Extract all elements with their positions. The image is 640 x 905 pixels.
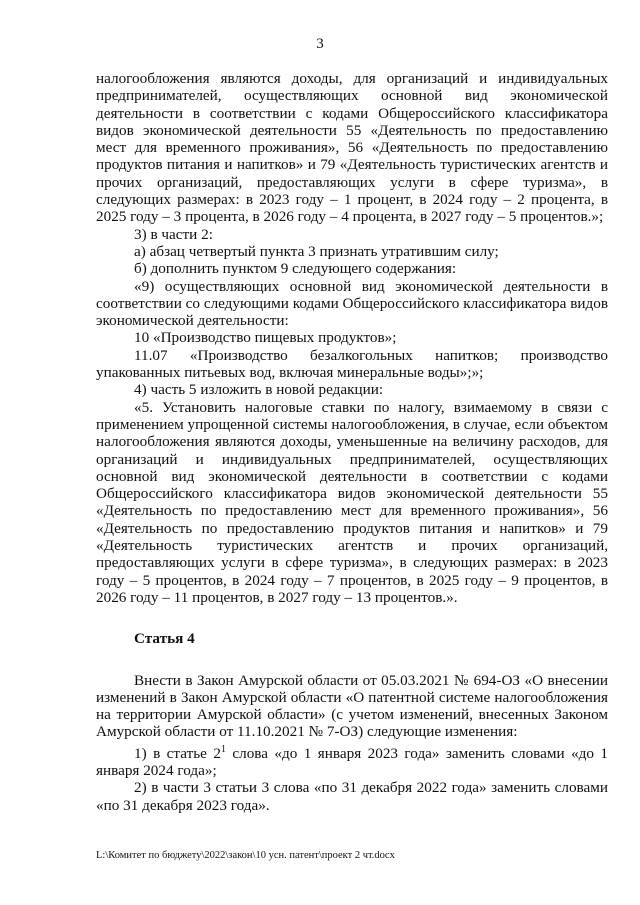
article-4-item-2: 2) в части 3 статьи 3 слова «по 31 декабря 2022 года» заменить словами «по 31 декабря 2023 года». bbox=[96, 779, 608, 814]
page-number: 3 bbox=[316, 36, 324, 52]
paragraph-part-5: «5. Установить налоговые ставки по налогу, взимаемому в связи с применением упрощенной системы налогообложения, в случае, если объектом налогообложения являются доходы, уменьшенные на величину расходов, для организаций и индивидуальных предпринимателей, осуществляющих основной вид экономической деятельности в соответствии с кодами Общероссийского классификатора видов экономической деятельности 55 «Деятельность по предоставлению мест для временного проживания», 56 «Деятельность по предоставлению продуктов питания и напитков» и 79 «Деятельность туристических агентств и прочих организаций, предоставляющих услуги в сфере туризма», в следующих размерах: в 2023 году – 5 процентов, в 2024 году – 7 процентов, в 2025 году – 9 процентов, в 2026 году – 11 процентов, в 2027 году – 13 процентов.». bbox=[96, 398, 608, 606]
footer-file-path: L:\Комитет по бюджету\2022\закон\10 усн. патент\проект 2 чт.docx bbox=[96, 850, 395, 861]
paragraph-point-9: «9) осуществляющих основной вид экономической деятельности в соответствии со следующими кодами Общероссийского классификатора видов экономической деятельности: bbox=[96, 277, 608, 330]
paragraph-item-b: б) дополнить пунктом 9 следующего содержания: bbox=[134, 260, 457, 278]
paragraph-item-3: 3) в части 2: bbox=[134, 225, 213, 243]
paragraph-item-a: а) абзац четвертый пункта 3 признать утратившим силу; bbox=[134, 242, 499, 260]
paragraph-item-4: 4) часть 5 изложить в новой редакции: bbox=[134, 381, 384, 399]
article-4-intro: Внести в Закон Амурской области от 05.03.2021 № 694-ОЗ «О внесении изменений в Закон Амурской области «О патентной системе налогообложения на территории Амурской области» (с учетом изменений, внесенных Законом Амурской области от 11.10.2021 № 7-ОЗ) следующие изменения: bbox=[96, 671, 608, 741]
paragraph-code-11-07: 11.07 «Производство безалкогольных напитков; производство упакованных питьевых вод, включая минеральные воды»;»; bbox=[96, 346, 608, 382]
article-heading: Статья 4 bbox=[134, 630, 195, 648]
item-1-text-end: слова «до 1 января 2023 года» заменить словами «до 1 января 2024 года»; bbox=[96, 744, 609, 780]
paragraph-continuation: налогообложения являются доходы, для организаций и индивидуальных предпринимателей, осуществляющих основной вид экономической деятельности в соответствии с кодами Общероссийского классификатора видов экономической деятельности 55 «Деятельность по предоставлению мест для временного проживания», 56 «Деятельность по предоставлению продуктов питания и напитков» и 79 «Деятельность туристических агентств и прочих организаций, предоставляющих услуги в сфере туризма», в следующих размерах: в 2023 году – 1 процент, в 2024 году – 2 процента, в 2025 году – 3 процента, в 2026 году – 4 процента, в 2027 году – 5 процентов.»; bbox=[96, 70, 608, 226]
document-body bbox=[96, 70, 608, 814]
item-1-text-start: 1) в статье 2 bbox=[134, 744, 221, 762]
item-1-superscript: 1 bbox=[220, 743, 226, 755]
article-4-item-1 bbox=[96, 741, 608, 780]
paragraph-code-10: 10 «Производство пищевых продуктов»; bbox=[134, 329, 397, 347]
